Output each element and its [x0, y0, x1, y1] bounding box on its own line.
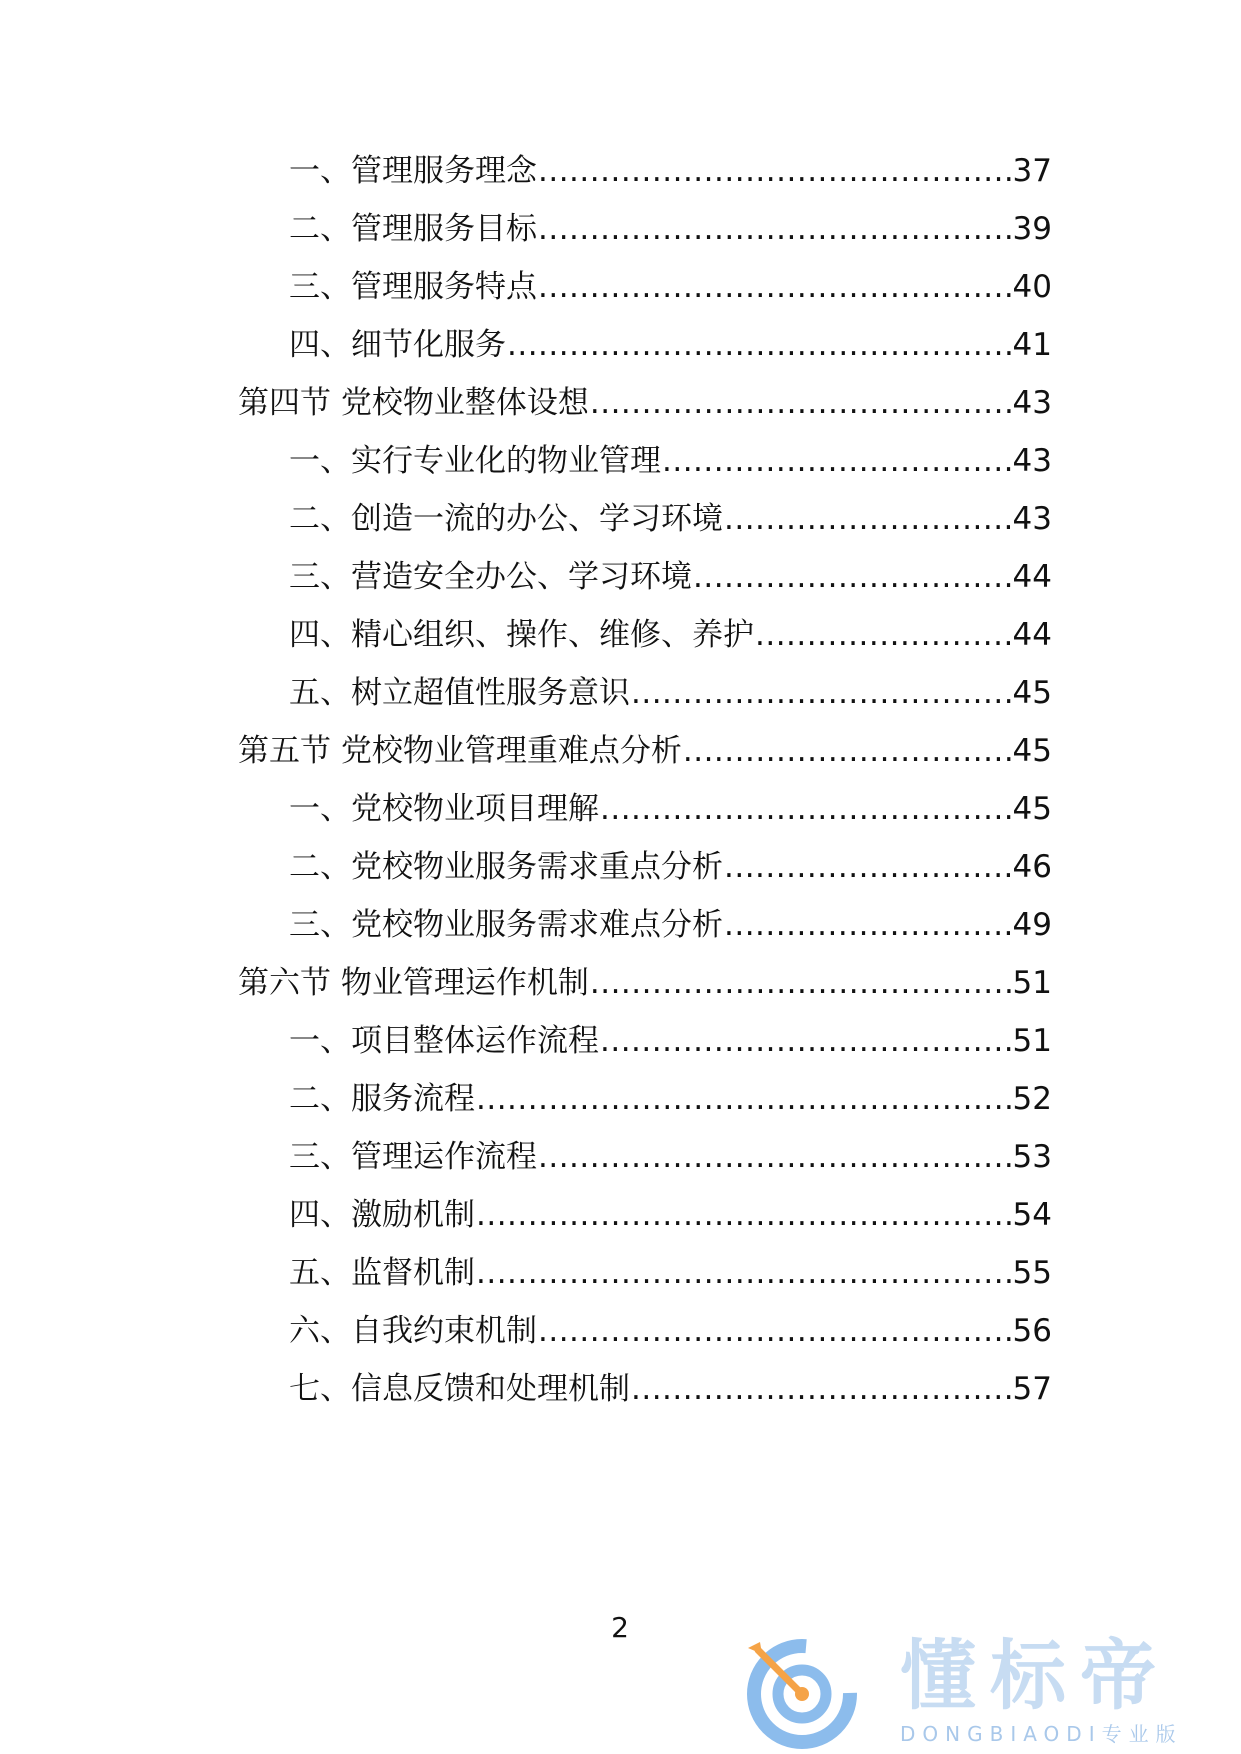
watermark-brand: 懂标帝	[900, 1631, 1170, 1720]
toc-leader-dots	[683, 729, 1012, 773]
toc-entry-page: 53	[1012, 1139, 1052, 1175]
toc-entry-title: 一、党校物业项目理解	[289, 791, 599, 827]
toc-leader-dots	[590, 961, 1012, 1005]
toc-entry[interactable]	[289, 1251, 1052, 1295]
toc-entry[interactable]	[289, 439, 1052, 483]
toc-entry-page: 49	[1012, 907, 1052, 943]
toc-entry-title: 四、精心组织、操作、维修、养护	[289, 617, 754, 653]
toc-section-entry[interactable]	[238, 729, 1052, 773]
toc-entry[interactable]	[289, 1367, 1052, 1411]
toc-entry-page: 45	[1012, 733, 1052, 769]
toc-entry-title: 三、营造安全办公、学习环境	[289, 559, 692, 595]
toc-entry-page: 41	[1012, 327, 1052, 363]
toc-leader-dots	[538, 149, 1012, 193]
toc-entry[interactable]	[289, 1019, 1052, 1063]
toc-entry-title: 七、信息反馈和处理机制	[289, 1371, 630, 1407]
toc-section-entry[interactable]	[238, 961, 1052, 1005]
toc-entry-title: 二、管理服务目标	[289, 211, 537, 247]
toc-leader-dots	[590, 381, 1012, 425]
toc-entry-title: 三、管理运作流程	[289, 1139, 537, 1175]
toc-entry-page: 51	[1012, 965, 1052, 1001]
toc-leader-dots	[538, 1135, 1012, 1179]
toc-entry[interactable]	[289, 1077, 1052, 1121]
toc-entry-title: 第五节 党校物业管理重难点分析	[238, 733, 682, 769]
toc-entry-title: 五、监督机制	[289, 1255, 475, 1291]
toc-entry-title: 五、树立超值性服务意识	[289, 675, 630, 711]
toc-entry[interactable]	[289, 265, 1052, 309]
toc-entry-page: 43	[1012, 385, 1052, 421]
target-arrow-icon	[740, 1632, 858, 1750]
toc-entry-page: 45	[1012, 675, 1052, 711]
toc-entry-title: 二、创造一流的办公、学习环境	[289, 501, 723, 537]
toc-entry-title: 一、实行专业化的物业管理	[289, 443, 661, 479]
toc-leader-dots	[507, 323, 1012, 367]
toc-leader-dots	[600, 787, 1012, 831]
toc-entry-title: 四、细节化服务	[289, 327, 506, 363]
toc-entry[interactable]	[289, 671, 1052, 715]
toc-leader-dots	[631, 671, 1012, 715]
toc-entry-page: 40	[1012, 269, 1052, 305]
toc-entry-title: 三、党校物业服务需求难点分析	[289, 907, 723, 943]
toc-leader-dots	[538, 207, 1012, 251]
toc-entry-title: 二、党校物业服务需求重点分析	[289, 849, 723, 885]
toc-entry-page: 51	[1012, 1023, 1052, 1059]
toc-entry[interactable]	[289, 323, 1052, 367]
toc-entry[interactable]	[289, 845, 1052, 889]
toc-leader-dots	[693, 555, 1012, 599]
toc-entry-title: 六、自我约束机制	[289, 1313, 537, 1349]
toc-entry-title: 第四节 党校物业整体设想	[238, 385, 589, 421]
toc-entry-page: 44	[1012, 617, 1052, 653]
toc-entry-title: 三、管理服务特点	[289, 269, 537, 305]
toc-entry-page: 45	[1012, 791, 1052, 827]
toc-leader-dots	[476, 1077, 1012, 1121]
page-number: 2	[611, 1611, 629, 1644]
toc-entry-page: 54	[1012, 1197, 1052, 1233]
toc-entry-page: 56	[1012, 1313, 1052, 1349]
toc-entry[interactable]	[289, 1193, 1052, 1237]
toc-entry[interactable]	[289, 787, 1052, 831]
toc-entry[interactable]	[289, 1135, 1052, 1179]
toc-leader-dots	[476, 1193, 1012, 1237]
toc-leader-dots	[600, 1019, 1012, 1063]
toc-entry-page: 39	[1012, 211, 1052, 247]
toc-entry-page: 57	[1012, 1371, 1052, 1407]
toc-entry[interactable]	[289, 207, 1052, 251]
toc-leader-dots	[476, 1251, 1012, 1295]
toc-leader-dots	[538, 265, 1012, 309]
toc-section-entry[interactable]	[238, 381, 1052, 425]
toc-leader-dots	[724, 497, 1012, 541]
toc-entry-page: 44	[1012, 559, 1052, 595]
toc-entry-title: 第六节 物业管理运作机制	[238, 965, 589, 1001]
toc-entry-title: 一、项目整体运作流程	[289, 1023, 599, 1059]
toc-entry-page: 52	[1012, 1081, 1052, 1117]
toc-entry-page: 43	[1012, 443, 1052, 479]
toc-leader-dots	[724, 903, 1012, 947]
toc-entry[interactable]	[289, 613, 1052, 657]
toc-entry-title: 二、服务流程	[289, 1081, 475, 1117]
toc-entry-page: 37	[1012, 153, 1052, 189]
toc-entry[interactable]	[289, 555, 1052, 599]
toc-entry-title: 四、激励机制	[289, 1197, 475, 1233]
toc-leader-dots	[538, 1309, 1012, 1353]
toc-entry[interactable]	[289, 1309, 1052, 1353]
toc-entry-page: 46	[1012, 849, 1052, 885]
watermark	[740, 1632, 1220, 1750]
toc-entry[interactable]	[289, 903, 1052, 947]
toc-entry-title: 一、管理服务理念	[289, 153, 537, 189]
toc-entry[interactable]	[289, 497, 1052, 541]
toc-entry-page: 43	[1012, 501, 1052, 537]
watermark-subtitle: DONGBIAODI专业版	[900, 1722, 1183, 1746]
toc-leader-dots	[631, 1367, 1012, 1411]
toc-entry[interactable]	[289, 149, 1052, 193]
toc-leader-dots	[755, 613, 1012, 657]
toc-entry-page: 55	[1012, 1255, 1052, 1291]
toc-leader-dots	[724, 845, 1012, 889]
toc-leader-dots	[662, 439, 1012, 483]
